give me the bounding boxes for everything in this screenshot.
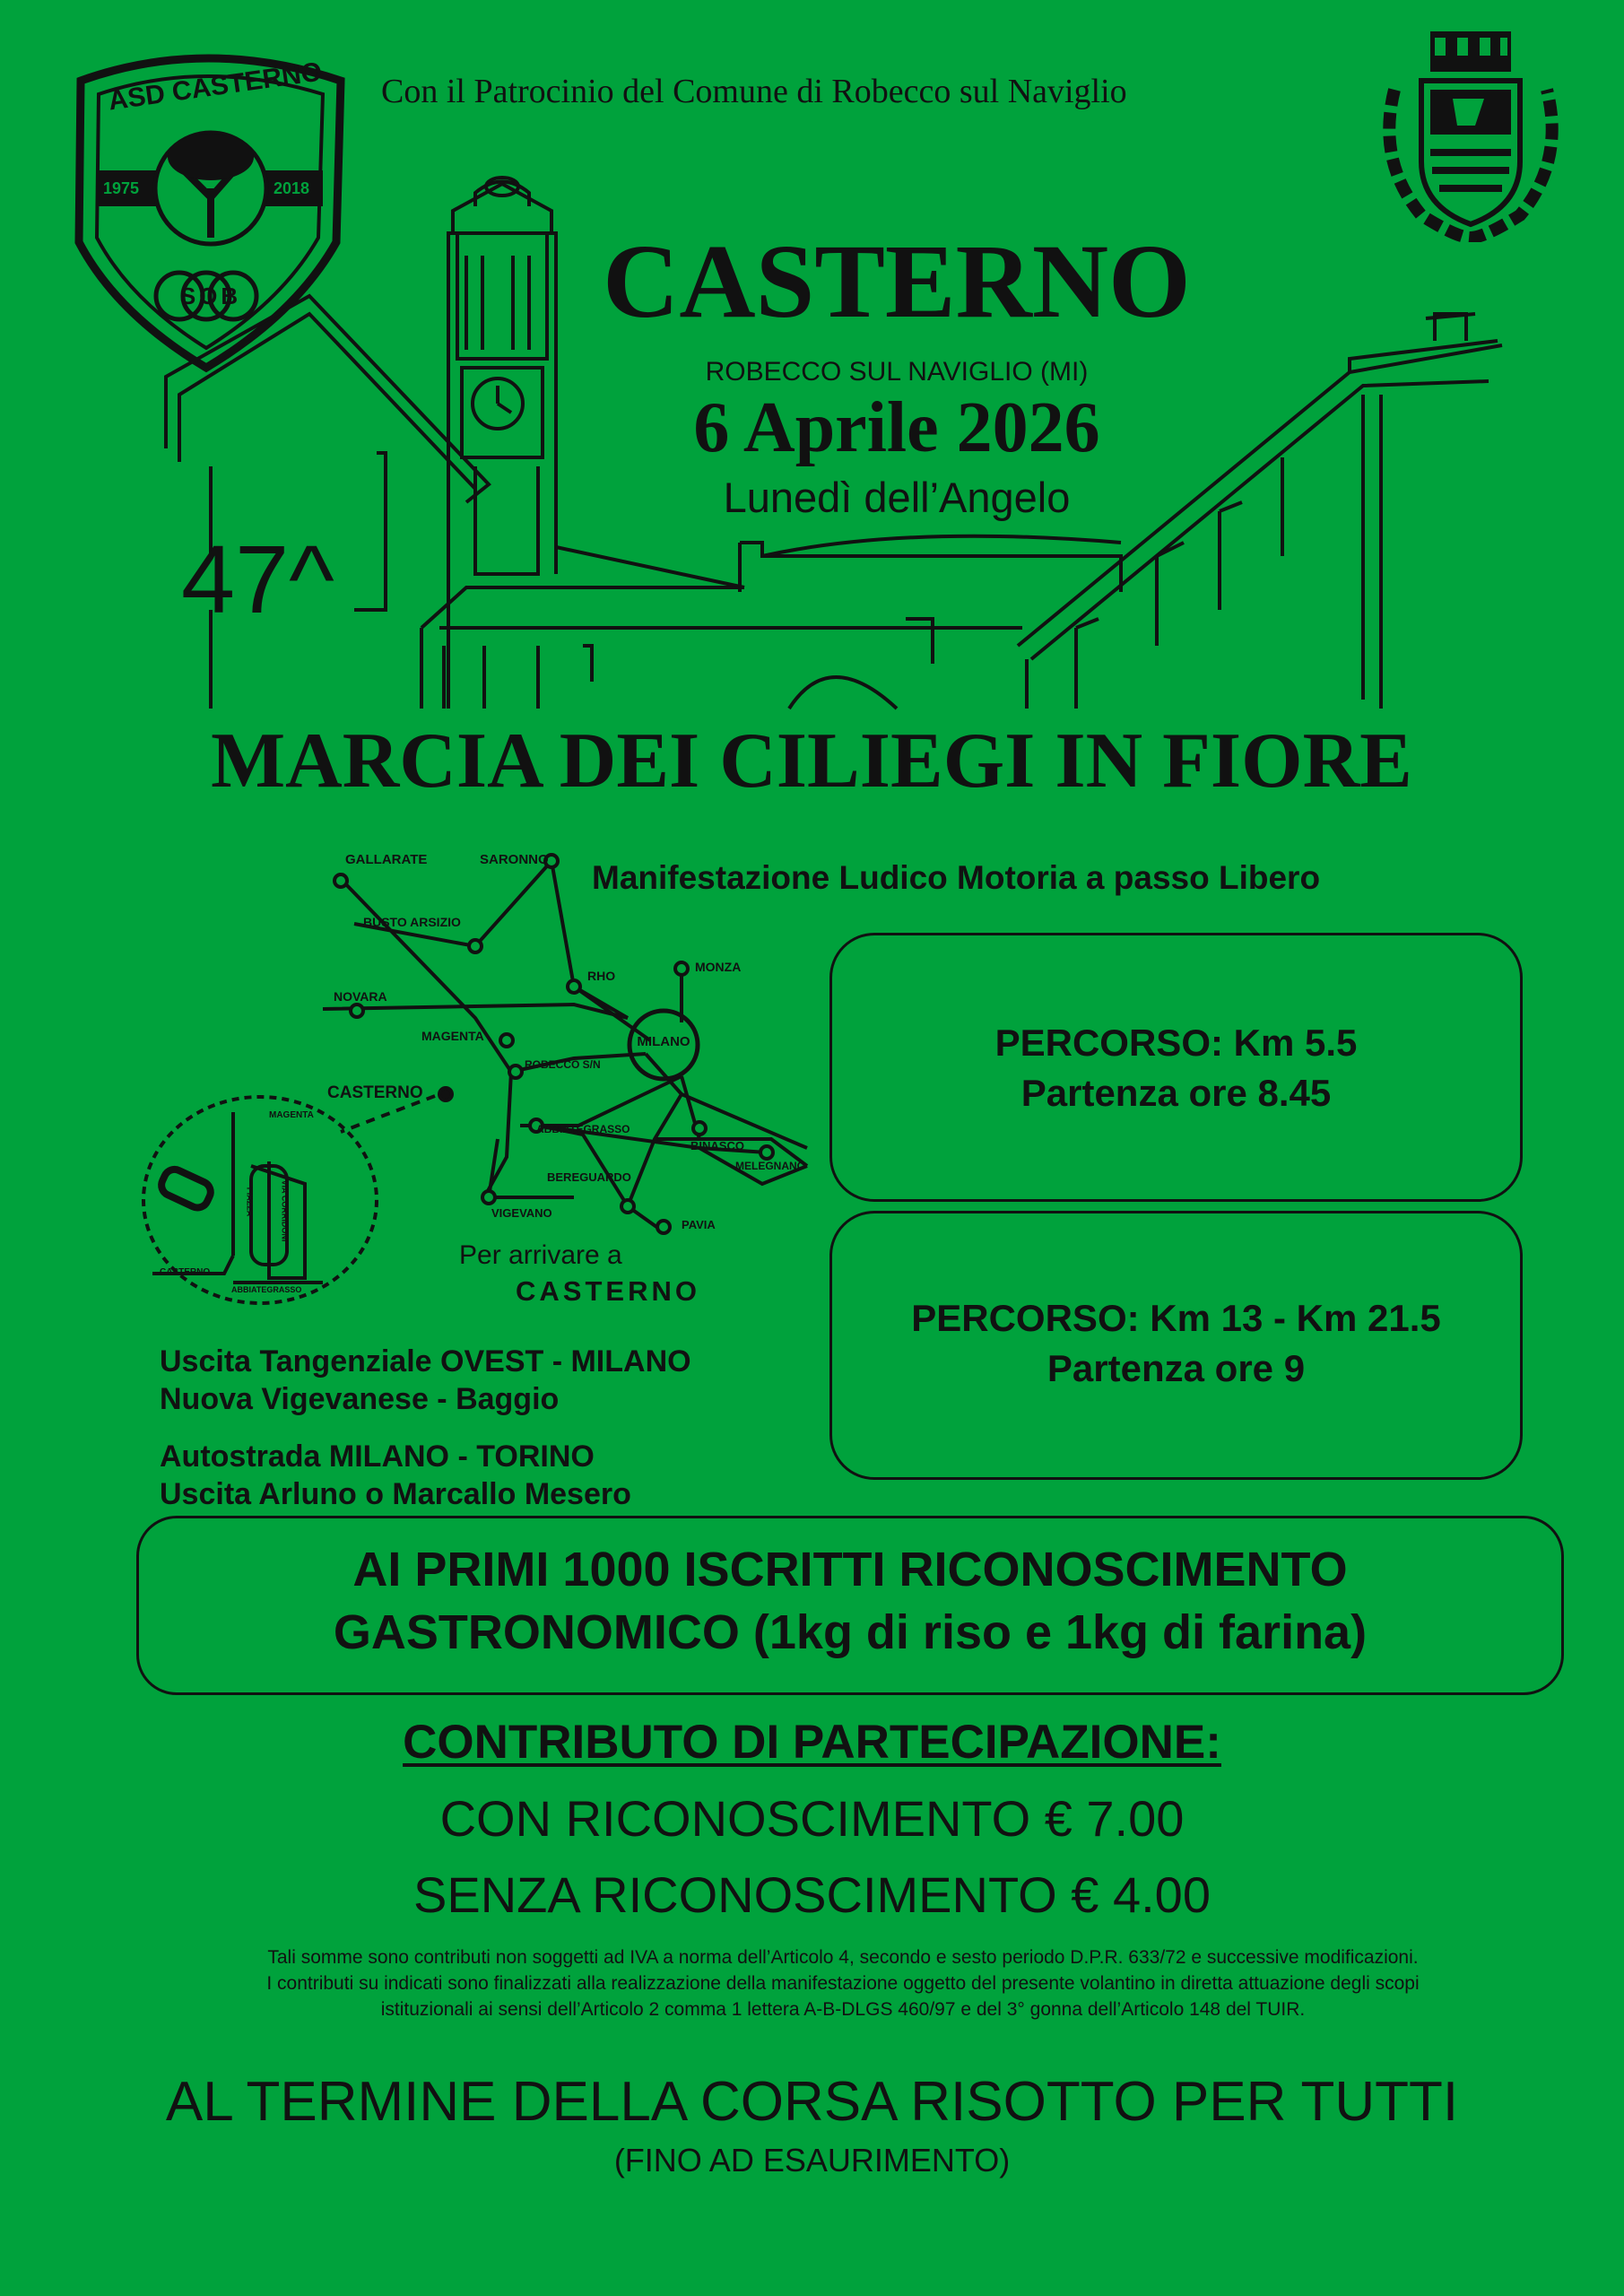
route-long-start: Partenza ore 9 (1046, 1347, 1306, 1389)
event-date: 6 Aprile 2026 (693, 388, 1100, 467)
inset-label-casterno: CASTERNO (160, 1267, 211, 1277)
inset-label-piazza: PIAZZA (245, 1187, 255, 1217)
directions-autostrada-line1: Autostrada MILANO - TORINO (160, 1439, 595, 1474)
directions-autostrada-line2: Uscita Arluno o Marcallo Mesero (160, 1477, 631, 1511)
map-label-busto-arsizio: BUSTO ARSIZIO (363, 915, 461, 929)
map-label-abbiategrasso: ABBIATEGRASSO (536, 1123, 630, 1135)
village-title: CASTERNO (603, 222, 1191, 340)
fee-without-prize: SENZA RICONOSCIMENTO € 4.00 (413, 1866, 1211, 1923)
patronage-text: Con il Patrocinio del Comune di Robecco sul Naviglio (381, 73, 1127, 110)
map-label-binasco: BINASCO (690, 1139, 744, 1152)
prize-line2: GASTRONOMICO (1kg di riso e 1kg di farina) (333, 1605, 1368, 1659)
closing-line1: AL TERMINE DELLA CORSA RISOTTO PER TUTTI (165, 2071, 1459, 2133)
event-day-name: Lunedì dell’Angelo (723, 474, 1071, 521)
directions-autostrada (160, 1438, 631, 1513)
inset-label-via-corridoni: VIA CORRIDONI (280, 1179, 290, 1242)
directions-tangenziale-line2: Nuova Vigevanese - Baggio (160, 1382, 560, 1416)
prize-line1: AI PRIMI 1000 ISCRITTI RICONOSCIMENTO (352, 1543, 1348, 1596)
directions-tangenziale (160, 1343, 691, 1418)
map-caption-line1: Per arrivare a (459, 1240, 622, 1270)
map-label-bereguardo: BEREGUARDO (547, 1170, 631, 1184)
logo-year-right: 2018 (274, 179, 310, 197)
inset-label-abbiategrasso: ABBIATEGRASSO (231, 1285, 302, 1294)
map-label-gallarate: GALLARATE (345, 852, 428, 867)
fee-with-prize: CON RICONOSCIMENTO € 7.00 (439, 1790, 1185, 1847)
legal-notice (135, 1944, 1551, 2022)
logo-monogram: SOB (179, 283, 242, 309)
logo-club-name: ASD CASTERNO (106, 57, 325, 117)
map-label-monza: MONZA (695, 960, 742, 974)
logo-year-left: 1975 (103, 179, 140, 197)
route-short-start: Partenza ore 8.45 (1020, 1072, 1332, 1114)
event-name: MARCIA DEI CILIEGI IN FIORE (211, 718, 1412, 804)
route-long-distance: PERCORSO: Km 13 - Km 21.5 (911, 1297, 1441, 1339)
map-label-vigevano: VIGEVANO (491, 1206, 552, 1220)
closing-line2: (FINO AD ESAURIMENTO) (613, 2142, 1011, 2179)
map-label-magenta: MAGENTA (421, 1029, 484, 1043)
event-subtitle: Manifestazione Ludico Motoria a passo Libero (592, 859, 1321, 896)
map-label-milano: MILANO (637, 1034, 690, 1049)
fees-heading: CONTRIBUTO DI PARTECIPAZIONE: (403, 1716, 1221, 1769)
directions-tangenziale-line1: Uscita Tangenziale OVEST - MILANO (160, 1344, 691, 1378)
legal-line3: istituzionali ai sensi dell’Articolo 2 comma 1 lettera A-B-DLGS 460/97 e del 3° gonna dell’Articolo 148 del TUIR. (380, 1999, 1306, 2020)
map-label-melegnano: MELEGNANO (735, 1160, 805, 1172)
map-label-robecco: ROBECCO S/N (525, 1058, 601, 1071)
location-text: ROBECCO SUL NAVIGLIO (MI) (705, 357, 1089, 387)
map-label-saronno: SARONNO (480, 852, 549, 867)
map-label-casterno: CASTERNO (327, 1083, 423, 1102)
map-label-novara: NOVARA (334, 989, 387, 1004)
inset-label-magenta: MAGENTA (269, 1110, 314, 1120)
edition-number: 47^ (181, 525, 334, 633)
legal-line1: Tali somme sono contributi non soggetti ad IVA a norma dell’Articolo 4, secondo e sesto periodo D.P.R. 633/72 e successive modificazioni. (267, 1947, 1419, 1968)
map-label-rho: RHO (587, 969, 616, 983)
map-label-pavia: PAVIA (682, 1218, 716, 1231)
map-caption-line2: CASTERNO (516, 1275, 700, 1307)
legal-line2: I contributi su indicati sono finalizzati alla realizzazione della manifestazione oggetto del presente volantino in diretta attuazione degli scopi (266, 1973, 1420, 1994)
route-short-distance: PERCORSO: Km 5.5 (994, 1022, 1358, 1064)
